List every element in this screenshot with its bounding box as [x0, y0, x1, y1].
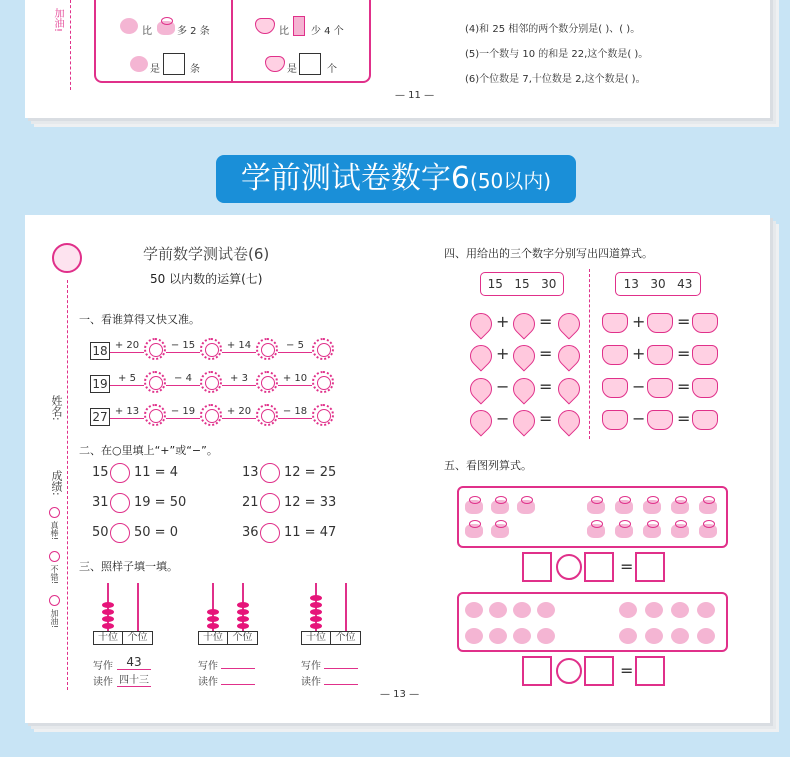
fish-icon-2	[157, 21, 175, 35]
bug-icon	[699, 524, 717, 538]
ant-icon	[697, 628, 715, 644]
sign-circle[interactable]	[260, 493, 280, 513]
write-blank[interactable]	[324, 655, 358, 669]
fish-icon-3	[130, 56, 148, 72]
bead	[310, 616, 322, 622]
equation2-box-2[interactable]	[584, 656, 614, 686]
read-label: 读作	[301, 677, 321, 688]
bug-icon	[465, 524, 483, 538]
set-b-n3: 43	[677, 277, 693, 291]
name-label: 姓名:	[50, 395, 63, 421]
bug-icon	[615, 524, 633, 538]
compare-right-text: 少 4 个	[311, 26, 344, 37]
ant-icon	[671, 602, 689, 618]
answer-flower[interactable]	[200, 404, 222, 426]
peach-blank[interactable]	[553, 340, 584, 371]
ant-icon	[645, 602, 663, 618]
equation1-op-circle[interactable]	[556, 554, 582, 580]
smile-great-icon	[49, 507, 60, 518]
sign-item	[92, 463, 242, 485]
answer-flower[interactable]	[144, 371, 166, 393]
op-sign: +	[632, 344, 646, 363]
equation1-box-2[interactable]	[584, 552, 614, 582]
side-label-go: 加油!	[52, 8, 63, 33]
ant-icon	[619, 602, 637, 618]
compare-right-word: 比	[279, 26, 289, 37]
previous-page	[25, 0, 770, 118]
example-read-line: 四十三	[117, 671, 151, 687]
sign-circle[interactable]	[110, 523, 130, 543]
peach-blank[interactable]	[508, 405, 539, 436]
tens-label: 十位	[199, 632, 228, 644]
sign-item-a: 31	[92, 495, 109, 510]
bead	[310, 595, 322, 601]
answer-flower[interactable]	[312, 404, 334, 426]
bead	[207, 609, 219, 615]
bead	[237, 602, 249, 608]
abacus	[198, 583, 258, 645]
pot-blank[interactable]	[692, 378, 718, 398]
bead	[102, 602, 114, 608]
answer-left-box[interactable]	[163, 53, 185, 75]
question-6: (6)个位数是 7,十位数是 2,这个数是( )。	[465, 74, 646, 85]
chain-op: − 15	[166, 340, 200, 353]
pot-blank[interactable]	[647, 410, 673, 430]
bead	[102, 616, 114, 622]
page-title: 学前数学测试卷(6)	[143, 245, 270, 263]
page-number-13: — 13 —	[380, 689, 420, 700]
op-sign: =	[539, 344, 553, 363]
section2-heading: 二、在○里填上“+”或“−”。	[79, 444, 218, 457]
peach-blank[interactable]	[553, 373, 584, 404]
abacus-base	[93, 631, 153, 645]
ant-icon	[489, 628, 507, 644]
bug-icon	[615, 500, 633, 514]
op-sign: =	[677, 409, 691, 428]
section1-chain-row-1	[90, 338, 350, 362]
ant-icon	[697, 602, 715, 618]
sign-item-a: 15	[92, 465, 109, 480]
set-b-n1: 13	[623, 277, 639, 291]
equation1-box-1[interactable]	[522, 552, 552, 582]
compare-divider	[231, 0, 233, 83]
equation2-result[interactable]	[635, 656, 665, 686]
compare-left-text: 多 2 条	[177, 26, 210, 37]
chain-op: + 14	[222, 340, 256, 353]
go-label: 加油!	[50, 609, 59, 629]
answer-left-unit: 条	[190, 64, 200, 75]
banner-title: 学前测试卷数字6	[240, 161, 471, 196]
answer-flower[interactable]	[144, 404, 166, 426]
ant-icon	[537, 628, 555, 644]
answer-flower[interactable]	[256, 371, 278, 393]
page-subtitle: 50 以内数的运算(七)	[150, 272, 263, 286]
section3-heading: 三、照样子填一填。	[79, 560, 178, 573]
op-sign: −	[632, 377, 646, 396]
sign-item-b: 11 = 4	[134, 465, 178, 480]
pot-blank[interactable]	[647, 313, 673, 333]
op-sign: =	[677, 377, 691, 396]
answer-flower[interactable]	[256, 404, 278, 426]
good-label: 不错!	[50, 565, 59, 585]
chain-op: + 20	[222, 406, 256, 419]
set-a-n3: 30	[541, 277, 557, 291]
answer-flower[interactable]	[200, 338, 222, 360]
equation2-box-1[interactable]	[522, 656, 552, 686]
pot-blank[interactable]	[602, 313, 628, 333]
set-a-n2: 15	[514, 277, 530, 291]
bead	[207, 623, 219, 629]
op-sign: =	[539, 409, 553, 428]
answer-right-unit: 个	[327, 64, 337, 75]
chain-op: + 5	[110, 373, 144, 386]
bug-icon	[671, 524, 689, 538]
op-sign: =	[677, 344, 691, 363]
chain-op: − 19	[166, 406, 200, 419]
abacus	[301, 583, 361, 645]
fish-icon	[120, 18, 138, 34]
example-write-line: 43	[117, 655, 151, 670]
sign-item	[242, 463, 392, 485]
peach-blank[interactable]	[465, 373, 496, 404]
number-set-a	[480, 272, 564, 296]
question-5: (5)一个数与 10 的和是 22,这个数是( )。	[465, 49, 649, 60]
chain-start: 18	[90, 342, 110, 360]
picture-frame-1	[457, 486, 728, 548]
op-sign: =	[677, 312, 691, 331]
peach-blank[interactable]	[465, 340, 496, 371]
cup-icon	[293, 16, 305, 36]
answer-flower[interactable]	[256, 338, 278, 360]
abacus	[93, 583, 153, 645]
ones-label: 个位	[335, 632, 356, 643]
chain-op: + 10	[278, 373, 312, 386]
read-blank[interactable]	[221, 671, 255, 685]
bead	[102, 609, 114, 615]
sign-item-b: 12 = 33	[284, 495, 337, 510]
ant-icon	[671, 628, 689, 644]
bug-icon	[491, 524, 509, 538]
bug-icon	[517, 500, 535, 514]
ant-icon	[465, 602, 483, 618]
ones-rod	[345, 583, 347, 631]
ant-icon	[645, 628, 663, 644]
chain-op: − 4	[166, 373, 200, 386]
sign-item-a: 21	[242, 495, 259, 510]
ant-icon	[537, 602, 555, 618]
title-banner	[216, 155, 576, 203]
smile-go-icon	[49, 595, 60, 606]
equation2-equals: =	[620, 661, 634, 680]
read-label: 读作	[198, 677, 218, 688]
sign-circle[interactable]	[260, 523, 280, 543]
bug-icon	[587, 500, 605, 514]
bug-icon	[465, 500, 483, 514]
bug-icon	[699, 500, 717, 514]
peach-blank[interactable]	[508, 373, 539, 404]
chain-op: − 18	[278, 406, 312, 419]
bead	[310, 609, 322, 615]
side-dashed-line	[70, 0, 71, 90]
page-number-11: — 11 —	[395, 90, 435, 101]
banner-subtitle: (50以内)	[470, 169, 552, 193]
bug-icon	[671, 500, 689, 514]
chain-op: − 5	[278, 340, 312, 353]
sign-item-a: 50	[92, 525, 109, 540]
peach-blank[interactable]	[508, 308, 539, 339]
bug-icon	[491, 500, 509, 514]
write-blank[interactable]	[221, 655, 255, 669]
bug-icon	[643, 524, 661, 538]
peach-blank[interactable]	[465, 405, 496, 436]
sign-circle[interactable]	[260, 463, 280, 483]
sign-circle[interactable]	[110, 463, 130, 483]
section5-heading: 五、看图列算式。	[444, 459, 532, 472]
ant-icon	[489, 602, 507, 618]
tens-label: 十位	[302, 632, 331, 644]
read-blank[interactable]	[324, 671, 358, 685]
abacus-base	[198, 631, 258, 645]
answer-right-word: 是	[287, 64, 297, 75]
answer-left-word: 是	[150, 64, 160, 75]
ant-icon	[513, 602, 531, 618]
great-label: 真棒!	[50, 521, 59, 541]
peach-blank[interactable]	[553, 308, 584, 339]
op-sign: −	[632, 409, 646, 428]
op-sign: +	[496, 312, 510, 331]
section1-heading: 一、看谁算得又快又准。	[79, 313, 200, 326]
pot-blank[interactable]	[602, 410, 628, 430]
bead	[207, 616, 219, 622]
bug-icon	[587, 524, 605, 538]
bead	[237, 609, 249, 615]
bug-icon	[643, 500, 661, 514]
ones-rod	[137, 583, 139, 631]
section1-chain-row-3	[90, 404, 350, 428]
pot-blank[interactable]	[692, 313, 718, 333]
section4-heading: 四、用给出的三个数字分别写出四道算式。	[444, 247, 653, 260]
answer-flower[interactable]	[312, 371, 334, 393]
answer-right-box[interactable]	[299, 53, 321, 75]
equation1-result[interactable]	[635, 552, 665, 582]
bead	[237, 623, 249, 629]
op-sign: +	[496, 344, 510, 363]
pot-blank[interactable]	[602, 378, 628, 398]
chain-start: 19	[90, 375, 110, 393]
test-page	[25, 215, 770, 723]
pot-blank[interactable]	[692, 345, 718, 365]
write-label: 写作	[93, 661, 113, 672]
answer-flower[interactable]	[200, 371, 222, 393]
set-b-n2: 30	[650, 277, 666, 291]
question-4: (4)和 25 相邻的两个数分别是( )、( )。	[465, 24, 641, 35]
ones-label: 个位	[127, 632, 148, 643]
bead	[102, 623, 114, 629]
peach-blank[interactable]	[553, 405, 584, 436]
bead	[237, 616, 249, 622]
chain-start: 27	[90, 408, 110, 426]
pot-blank[interactable]	[602, 345, 628, 365]
score-label: 成绩:	[50, 470, 63, 496]
chain-op: + 3	[222, 373, 256, 386]
write-label: 写作	[198, 661, 218, 672]
peach-blank[interactable]	[508, 340, 539, 371]
side-dashed-line-main	[67, 280, 68, 690]
picture-frame-2	[457, 592, 728, 652]
pot-blank[interactable]	[647, 345, 673, 365]
bead	[310, 623, 322, 629]
pot-blank[interactable]	[692, 410, 718, 430]
sign-item-b: 50 = 0	[134, 525, 178, 540]
bead	[310, 602, 322, 608]
answer-flower[interactable]	[312, 338, 334, 360]
ones-label: 个位	[232, 632, 253, 643]
sign-item	[92, 523, 242, 545]
op-sign: +	[632, 312, 646, 331]
sign-item-a: 36	[242, 525, 259, 540]
section4-divider	[589, 269, 590, 439]
compare-left-word: 比	[142, 26, 152, 37]
chain-op: + 20	[110, 340, 144, 353]
ant-icon	[465, 628, 483, 644]
ant-icon	[513, 628, 531, 644]
op-sign: =	[539, 312, 553, 331]
op-sign: −	[496, 409, 510, 428]
tens-label: 十位	[94, 632, 123, 644]
mascot-icon	[52, 243, 82, 273]
chain-op: + 13	[110, 406, 144, 419]
op-sign: −	[496, 377, 510, 396]
read-label: 读作	[93, 677, 113, 688]
smile-good-icon	[49, 551, 60, 562]
peach-blank[interactable]	[465, 308, 496, 339]
sign-circle[interactable]	[110, 493, 130, 513]
write-label: 写作	[301, 661, 321, 672]
set-a-n1: 15	[487, 277, 503, 291]
sign-item-b: 11 = 47	[284, 525, 337, 540]
ant-icon	[619, 628, 637, 644]
equation1-equals: =	[620, 557, 634, 576]
sign-item	[242, 523, 392, 545]
sign-item-b: 19 = 50	[134, 495, 187, 510]
sign-item-a: 13	[242, 465, 259, 480]
pot-blank[interactable]	[647, 378, 673, 398]
op-sign: =	[539, 377, 553, 396]
equation2-op-circle[interactable]	[556, 658, 582, 684]
number-set-b	[615, 272, 701, 296]
sign-item	[92, 493, 242, 515]
answer-flower[interactable]	[144, 338, 166, 360]
sign-item-b: 12 = 25	[284, 465, 337, 480]
sign-item	[242, 493, 392, 515]
section1-chain-row-2	[90, 371, 350, 395]
abacus-base	[301, 631, 361, 645]
